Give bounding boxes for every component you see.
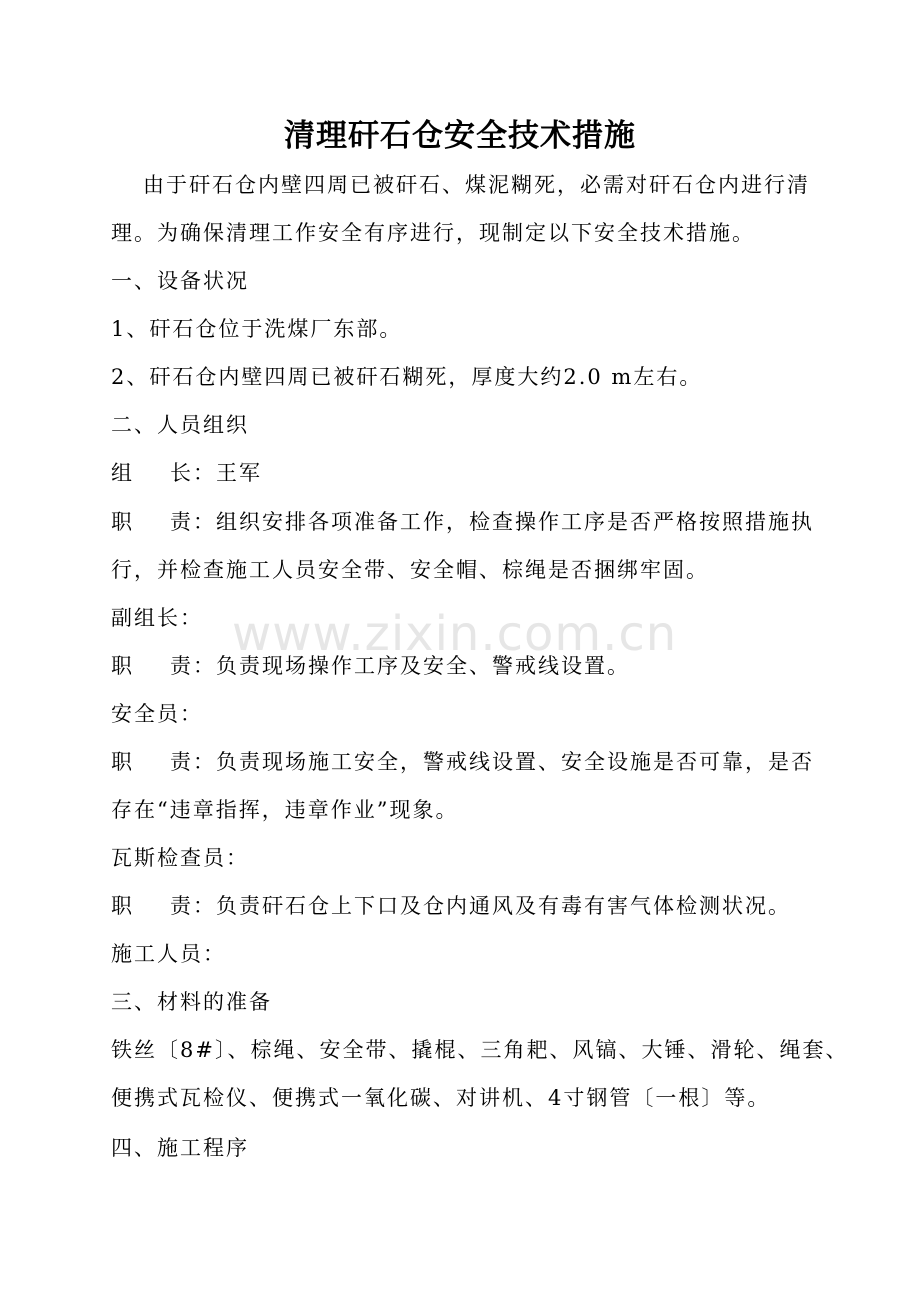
deputy-leader-label: 副组长： [111, 606, 203, 630]
workers-label: 施工人员： [111, 942, 226, 966]
duty-3-label: 职 [111, 750, 134, 774]
duty-1-line-2: 行，并检查施工人员安全带、安全帽、棕绳是否捆绑牢固。 [111, 558, 709, 582]
duty-1-label: 职 [111, 510, 134, 534]
section-1-item-1: 1、矸石仓位于洗煤厂东部。 [111, 317, 403, 341]
section-2-heading: 二、人员组织 [111, 413, 249, 437]
duty-1-line-1 [111, 507, 814, 537]
section-3-heading: 三、材料的准备 [111, 990, 272, 1014]
duty-4-text: 责：负责矸石仓上下口及仓内通风及有毒有害气体检测状况。 [170, 894, 791, 918]
safety-officer-label: 安全员： [111, 702, 203, 726]
duty-3-line-1 [111, 747, 814, 777]
duty-1-text: 责：组织安排各项准备工作，检查操作工序是否严格按照措施执 [170, 510, 814, 534]
intro-paragraph-line-2: 理。为确保清理工作安全有序进行，现制定以下安全技术措施。 [111, 221, 755, 245]
duty-2-label: 职 [111, 654, 134, 678]
materials-line-2: 便携式瓦检仪、便携式一氧化碳、对讲机、4寸钢管〔一根〕等。 [111, 1086, 771, 1110]
leader-label-b: 长：王军 [170, 461, 262, 485]
intro-paragraph-line-1: 由于矸石仓内壁四周已被矸石、煤泥糊死，必需对矸石仓内进行清 [143, 173, 810, 197]
watermark: www.zixin.com.cn [232, 606, 678, 662]
duty-4-label: 职 [111, 894, 134, 918]
gas-inspector-label: 瓦斯检查员： [111, 846, 249, 870]
materials-line-1: 铁丝〔8#〕、棕绳、安全带、撬棍、三角耙、风镐、大锤、滑轮、绳套、 [111, 1038, 849, 1062]
section-4-heading: 四、施工程序 [111, 1136, 249, 1160]
section-1-heading: 一、设备状况 [111, 269, 249, 293]
duty-3-line-2: 存在“违章指挥，违章作业”现象。 [111, 798, 459, 822]
duty-2-text: 责：负责现场操作工序及安全、警戒线设置。 [170, 654, 630, 678]
duty-3-text: 责：负责现场施工安全，警戒线设置、安全设施是否可靠，是否 [170, 750, 814, 774]
document-title: 清理矸石仓安全技术措施 [284, 118, 636, 154]
section-1-item-2: 2、矸石仓内壁四周已被矸石糊死，厚度大约2.0 m左右。 [111, 365, 703, 389]
leader-label-a: 组 [111, 461, 134, 485]
leader-line [111, 458, 262, 488]
duty-4-line [111, 891, 791, 921]
